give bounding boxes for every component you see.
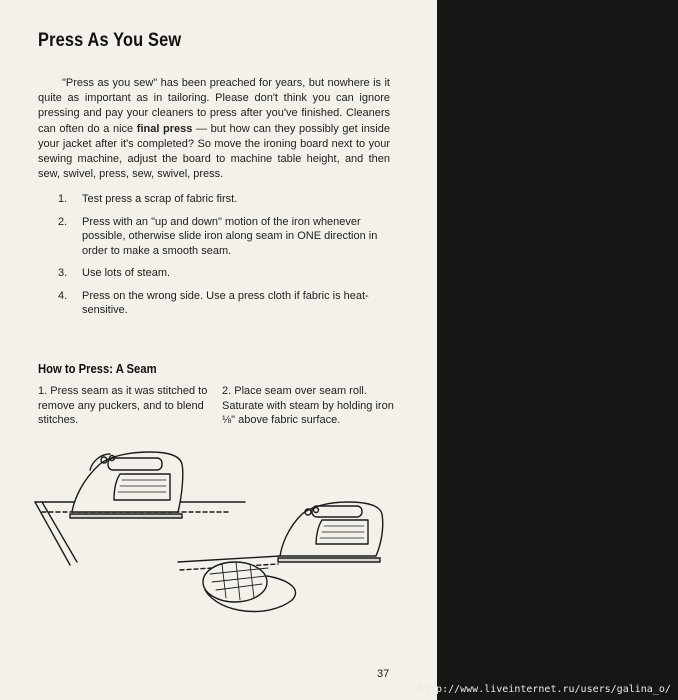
step-text: Press with an "up and down" motion of the iron whenever possible, otherwise slide iron along seam in ONE direction in order to make a smooth seam.	[82, 215, 378, 257]
intro-paragraph	[38, 76, 390, 182]
steps-list	[58, 192, 388, 326]
watermark-url[interactable]: http://www.liveinternet.ru/users/galina_o/	[418, 684, 671, 695]
step-number: 4.	[58, 289, 68, 302]
dark-margin	[437, 0, 678, 700]
intro-text-a: "Press as you sew" has been preached for years, but nowhere is it quite as important as in tailoring. Please don't think you can ignore pressing and pay your cleaners to press after you've finished. Cleaners can often do a nice	[38, 77, 390, 135]
iron-icon	[278, 502, 383, 562]
step-number: 1.	[58, 193, 68, 205]
step-number: 2.	[58, 215, 68, 228]
page-number: 37	[377, 668, 390, 680]
step-text: Press on the wrong side. Use a press cloth if fabric is heat-sensitive.	[82, 289, 369, 316]
step-text: Test press a scrap of fabric first.	[82, 193, 238, 205]
iron-icon	[70, 452, 183, 518]
list-item	[58, 266, 388, 281]
step-number: 3.	[58, 267, 68, 279]
ironing-illustration	[30, 440, 400, 640]
list-item	[58, 215, 388, 259]
section-heading: How to Press: A Seam	[38, 362, 157, 376]
step-text: Use lots of steam.	[82, 267, 171, 279]
instruction-col-1: 1. Press seam as it was stitched to remove any puckers, and to blend stitches.	[38, 385, 208, 426]
list-item	[58, 289, 388, 318]
seam-roll-icon	[203, 562, 296, 611]
intro-bold-term: final press	[136, 122, 193, 135]
list-item	[58, 192, 388, 207]
instruction-col-2: 2. Place seam over seam roll. Saturate with steam by holding iron ⅛" above fabric surface.	[222, 385, 394, 426]
intro-text-b: — but how can they possibly get inside your jacket after it's completed? So move the ironing board next to your sewing machine, adjust the board to machine table height, and then sew, swivel, press, sew, swivel, press.	[38, 122, 390, 181]
page-title: Press As You Sew	[38, 30, 182, 51]
